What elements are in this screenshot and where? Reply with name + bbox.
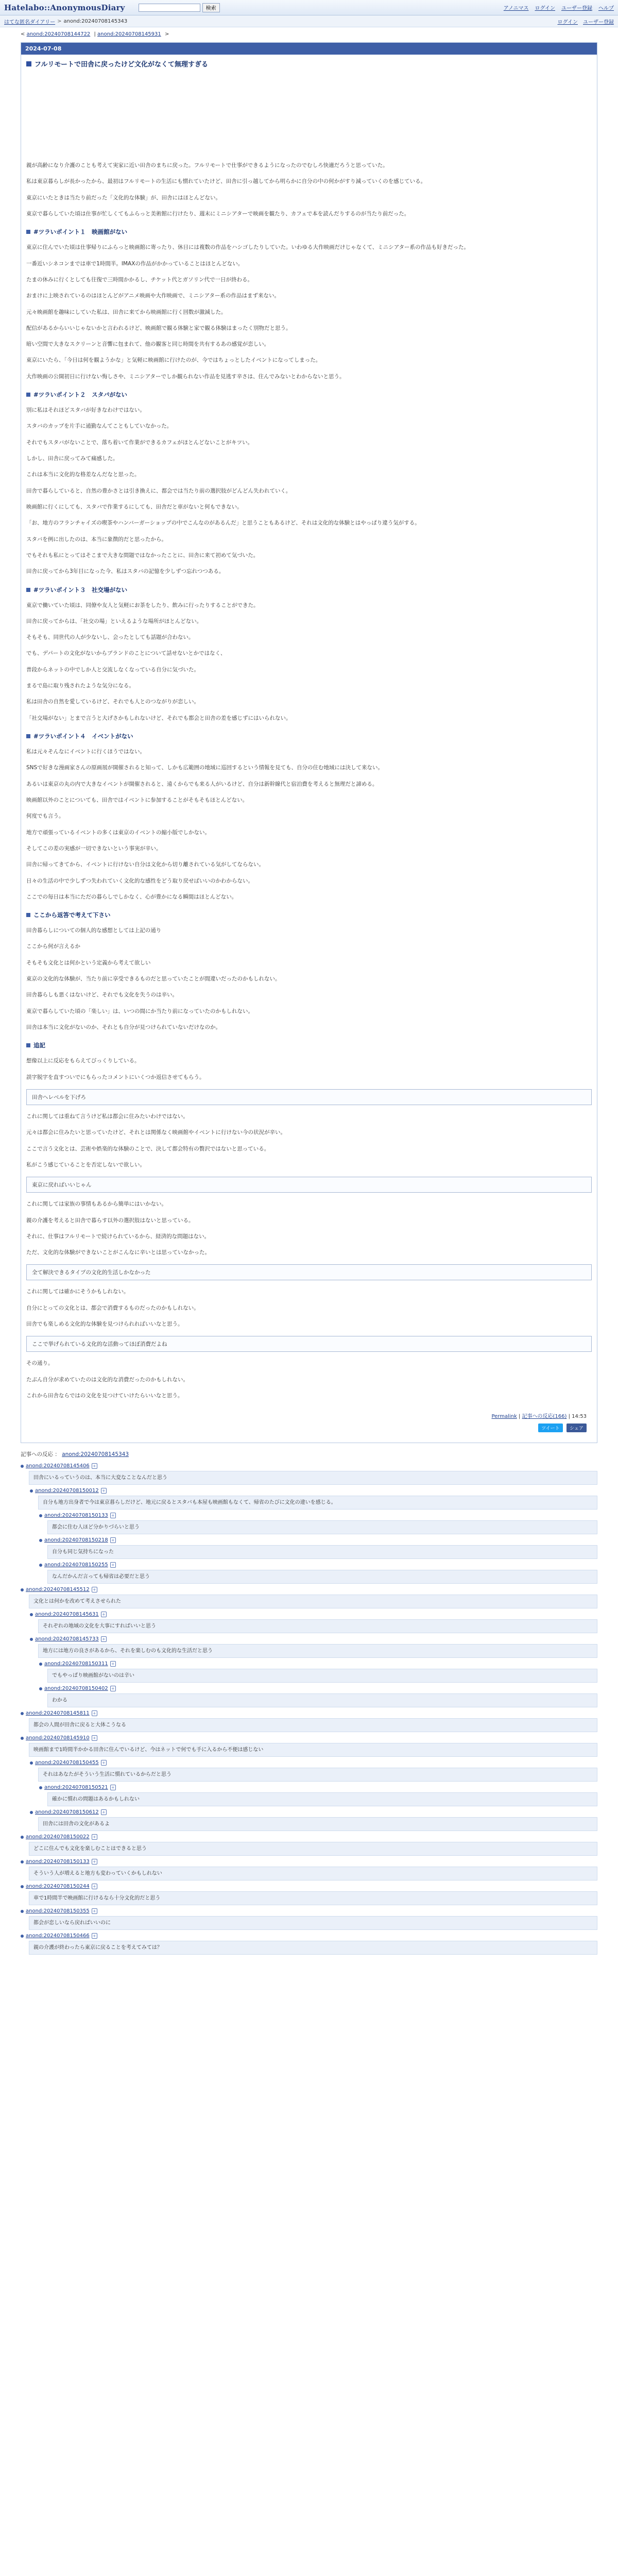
- reaction-excerpt: なんだかんだ言っても帰省は必要だと思う: [47, 1570, 597, 1584]
- reaction-node-header: [21, 1933, 597, 1939]
- reaction-excerpt: 田舎には田舎の文化があるよ: [38, 1817, 597, 1831]
- section-heading: [26, 228, 592, 236]
- reaction-node: [30, 1612, 597, 1633]
- section-paragraph: 私は元々そんなにイベントに行くほうではない。: [26, 749, 145, 755]
- section-paragraph: でもそれも私にとってはそこまで大きな問題ではなかったことに、田舎に来て初めて気づいた。: [26, 552, 259, 558]
- top-nav: [504, 4, 614, 11]
- expand-icon[interactable]: +: [101, 1760, 107, 1766]
- reaction-link[interactable]: anond:20240708150218: [44, 1537, 108, 1544]
- expand-icon[interactable]: +: [92, 1908, 97, 1914]
- reaction-children: [30, 1488, 597, 1584]
- reaction-node: [30, 1760, 597, 1806]
- reaction-link[interactable]: anond:20240708150244: [26, 1884, 90, 1890]
- crumb-register-link[interactable]: ユーザー登録: [583, 19, 614, 25]
- section-paragraph: それでもスタバがないことで、落ち着いて作業ができるカフェがほとんどないことがキツい。: [26, 439, 253, 446]
- breadcrumb-right-links: [558, 18, 614, 25]
- nav-register-link[interactable]: ユーザー登録: [561, 6, 592, 11]
- reaction-excerpt: それぞれの地域の文化を大事にすればいいと思う: [38, 1619, 597, 1633]
- pager-next-arrow-icon: >: [164, 31, 169, 37]
- section-paragraph: まるで島に取り残されたような気分になる。: [26, 683, 134, 689]
- reaction-link[interactable]: anond:20240708150255: [44, 1562, 108, 1568]
- entry-meta: [26, 1408, 592, 1423]
- nav-help-link[interactable]: ヘルプ: [598, 6, 614, 11]
- pager-next-link[interactable]: anond:20240708145931: [97, 31, 161, 37]
- reply-paragraph: これに関しては重ねて言うけど私は都会に住みたいわけではない。: [26, 1113, 188, 1120]
- section-paragraph: 配信があるからいいじゃないかと言われるけど、映画館で観る体験と家で観る体験はまったく別物だと思う。: [26, 325, 291, 331]
- heading-square-icon: [26, 230, 30, 234]
- intro-paragraph: 東京で暮らしていた頃は仕事が忙しくてもふらっと美術館に行けたり、週末にミニシアターで映画を観たり、カフェで本を読んだりするのが当たり前だった。: [26, 210, 410, 217]
- section-paragraph: 普段からネットの中でしか人と交流しなくなっている自分に気づいた。: [26, 666, 199, 673]
- reaction-excerpt: 自分も地方出身者で今は東京暮らしだけど、地元に戻るとスタバも本屋も映画館もなくて、帰省のたびに文化の違いを感じる。: [38, 1496, 597, 1510]
- section-paragraph: 誤字脱字を直すついでにもらったコメントにいくつか返信させてもらう。: [26, 1074, 205, 1080]
- section-paragraph: 想像以上に反応をもらえてびっくりしている。: [26, 1058, 140, 1064]
- meta-separator: |: [568, 1414, 572, 1420]
- quoted-comment: 田舎へレベルを下げろ: [26, 1089, 592, 1105]
- heading-square-icon: [26, 393, 30, 397]
- bullet-icon: [21, 1836, 24, 1839]
- expand-icon[interactable]: +: [92, 1859, 97, 1865]
- reaction-link[interactable]: anond:20240708145811: [26, 1710, 90, 1717]
- reply-paragraph: これから田舎ならではの文化を見つけていけたらいいなと思う。: [26, 1393, 183, 1399]
- expand-icon[interactable]: +: [110, 1686, 116, 1691]
- breadcrumb-home-link[interactable]: はてな匿名ダイアリー: [4, 19, 56, 25]
- reaction-node: [39, 1686, 597, 1707]
- section-heading-text: ここから返答で考えて下さい: [33, 911, 111, 919]
- reply-paragraph: 私がこう感じていることを否定しないで欲しい。: [26, 1161, 145, 1168]
- section-paragraph: そもそも文化とは何かという定義から考えて欲しい: [26, 959, 151, 966]
- reaction-excerpt: 自分も同じ気持ちになった: [47, 1545, 597, 1559]
- reaction-node-header: [39, 1562, 597, 1568]
- bullet-icon: [21, 1712, 24, 1715]
- reaction-node: [39, 1661, 597, 1683]
- bullet-icon: [39, 1564, 42, 1567]
- entry-pager: [21, 31, 597, 37]
- reply-paragraph: 元々は都会に住みたいと思っていたけど、それとは関係なく映画館やイベントに行けない今の状況が辛い。: [26, 1129, 286, 1136]
- section-heading-text: 追記: [33, 1042, 45, 1049]
- expand-icon[interactable]: +: [110, 1513, 116, 1518]
- section-paragraph: 別に私はそれほどスタバが好きなわけではない。: [26, 407, 145, 414]
- reaction-link[interactable]: anond:20240708150133: [26, 1859, 90, 1865]
- reaction-node: [21, 1710, 597, 1732]
- nav-login-link[interactable]: ログイン: [535, 6, 555, 11]
- section-paragraph: ここから何が言えるか: [26, 943, 80, 950]
- breadcrumb-separator: >: [57, 18, 62, 24]
- reaction-link[interactable]: anond:20240708145733: [35, 1636, 99, 1642]
- expand-icon[interactable]: +: [92, 1587, 97, 1592]
- expand-icon[interactable]: +: [110, 1537, 116, 1543]
- reaction-node-header: [30, 1809, 597, 1815]
- section-paragraph: 元々映画館を趣味にしていた私は、田舎に来てから映画館に行く回数が激減した。: [26, 309, 227, 315]
- section-paragraph: 田舎は本当に文化がないのか、それとも自分が見つけられていないだけなのか。: [26, 1024, 221, 1030]
- heading-square-icon: [26, 734, 30, 738]
- section-paragraph: 何度でも言う。: [26, 813, 64, 820]
- reaction-node-header: [39, 1686, 597, 1691]
- section-heading: [26, 732, 592, 740]
- tree-title-colon: ：: [55, 1451, 60, 1458]
- expand-icon[interactable]: +: [92, 1884, 97, 1889]
- reaction-link[interactable]: anond:20240708150466: [26, 1933, 90, 1939]
- reaction-node: [30, 1636, 597, 1707]
- reaction-tree-title-text: 記事への反応: [21, 1451, 53, 1458]
- reaction-link[interactable]: anond:20240708150355: [26, 1908, 90, 1914]
- breadcrumb-current: anond:20240708145343: [63, 18, 128, 24]
- reaction-node-header: [30, 1760, 597, 1766]
- reaction-link[interactable]: anond:20240708150012: [35, 1488, 99, 1494]
- reaction-node: [21, 1463, 597, 1584]
- reaction-tree: [21, 1450, 597, 1955]
- meta-separator: |: [518, 1414, 522, 1420]
- pager-prev-arrow-icon: <: [21, 31, 25, 37]
- reaction-node: [39, 1562, 597, 1584]
- bullet-icon: [21, 1910, 24, 1913]
- reaction-link[interactable]: anond:20240708150402: [44, 1686, 108, 1692]
- replies-container: [26, 1089, 592, 1400]
- bullet-icon: [21, 1860, 24, 1863]
- expand-icon[interactable]: +: [92, 1710, 97, 1716]
- reaction-node: [30, 1809, 597, 1831]
- reaction-link[interactable]: anond:20240708150133: [44, 1513, 108, 1519]
- intro-paragraph: 私は東京暮らしが長かったから、最初はフルリモートの生活にも慣れていたけど、田舎に引っ越してから明らかに自分の中の何かがすり減っていくのを感じている。: [26, 178, 426, 185]
- section-paragraph: 日々の生活の中で少しずつ失われていく文化的な感性をどう取り戻せばいいのかわからない。: [26, 877, 253, 884]
- expand-icon[interactable]: +: [110, 1661, 116, 1667]
- section-paragraph: 映画館以外のことについても、田舎ではイベントに参加することがそもそもほとんどない。: [26, 796, 248, 803]
- reaction-excerpt: 車で1時間半で映画館に行けるなら十分文化的だと思う: [29, 1891, 597, 1905]
- bullet-icon: [21, 1465, 24, 1468]
- reaction-node: [21, 1933, 597, 1955]
- reaction-node-header: [21, 1587, 597, 1592]
- reaction-excerpt: 都会の人間が田舎に戻ると大体こうなる: [29, 1718, 597, 1732]
- diary-entry: [21, 42, 597, 1443]
- bullet-icon: [39, 1539, 42, 1542]
- reaction-children: [39, 1785, 597, 1806]
- reaction-excerpt: 文化とは何かを改めて考えさせられた: [29, 1595, 597, 1608]
- section-paragraph: 暗い空間で大きなスクリーンと音響に包まれて、他の観客と同じ時間を共有するあの感覚が恋しい。: [26, 341, 270, 348]
- section-heading: [26, 586, 592, 594]
- intro-paragraph: 東京にいたときは当たり前だった「文化的な体験」が、田舎にはほとんどない。: [26, 194, 221, 201]
- reaction-excerpt: 地方には地方の良さがあるから、それを楽しむのも文化的な生活だと思う: [38, 1644, 597, 1658]
- reply-paragraph: それに、仕事はフルリモートで続けられているから、経済的な問題はない。: [26, 1233, 210, 1240]
- expand-icon[interactable]: +: [110, 1785, 116, 1790]
- reply-paragraph: 自分にとっての文化とは、都会で消費するものだったのかもしれない。: [26, 1304, 199, 1311]
- title-square-icon: [26, 61, 31, 66]
- bullet-icon: [21, 1885, 24, 1888]
- reaction-link[interactable]: anond:20240708145406: [26, 1463, 90, 1469]
- reaction-link[interactable]: anond:20240708150311: [44, 1661, 108, 1667]
- reaction-node: [21, 1859, 597, 1880]
- section-paragraph: 東京の文化的な体験が、当たり前に享受できるものだと思っていたことが間違いだったのかもしれない。: [26, 976, 281, 982]
- bullet-icon: [30, 1761, 33, 1765]
- section-paragraph: 田舎に帰ってきてから、イベントに行けない自分は文化から切り離されている気がしてならない。: [26, 861, 264, 868]
- pager-prev-link[interactable]: anond:20240708144722: [26, 31, 91, 37]
- reaction-excerpt: でもやっぱり映画館がないのは辛い: [47, 1669, 597, 1683]
- reaction-excerpt: 映画館まで1時間半かかる田舎に住んでいるけど、今はネットで何でも手に入るから不便は感じない: [29, 1743, 597, 1757]
- search-button[interactable]: 検索: [202, 3, 220, 12]
- reaction-node: [21, 1884, 597, 1905]
- section-paragraph: そもそも、同世代の人が少ないし、会ったとしても話題が合わない。: [26, 634, 194, 641]
- reaction-node-header: [39, 1537, 597, 1543]
- reply-paragraph: これに関しては家族の事情もあるから簡単にはいかない。: [26, 1201, 167, 1208]
- entry-title: [26, 59, 592, 69]
- section-heading-text: #ツラいポイント４ イベントがない: [33, 733, 133, 740]
- reaction-node-header: [39, 1785, 597, 1790]
- section-heading: [26, 1041, 592, 1049]
- reaction-node-header: [21, 1859, 597, 1865]
- section-paragraph: 田舎で暮らしていると、自然の豊かさとは引き換えに、都会では当たり前の選択肢がどんどん失われていく。: [26, 487, 291, 494]
- permalink-link[interactable]: Permalink: [491, 1414, 517, 1420]
- facebook-share-button[interactable]: シェア: [566, 1423, 587, 1432]
- reaction-node-header: [30, 1612, 597, 1617]
- reaction-node-header: [21, 1884, 597, 1889]
- bullet-icon: [39, 1687, 42, 1690]
- section-paragraph: 地方で頑張っているイベントの多くは東京のイベントの縮小版でしかない。: [26, 829, 210, 836]
- reaction-link[interactable]: anond:20240708145910: [26, 1735, 90, 1741]
- reaction-excerpt: 都会に住む人ほど分かりづらいと思う: [47, 1520, 597, 1534]
- section-paragraph: 東京で暮らしていた頃の「楽しい」は、いつの間にか当たり前になっていたのかもしれない。: [26, 1008, 253, 1014]
- reaction-children: [39, 1661, 597, 1707]
- heading-square-icon: [26, 913, 30, 917]
- expand-icon[interactable]: +: [110, 1562, 116, 1568]
- reaction-node-header: [21, 1463, 597, 1469]
- bullet-icon: [30, 1811, 33, 1814]
- section-paragraph: 映画館に行くにしても、スタバで作業するにしても、田舎だと車がないと何もできない。: [26, 503, 243, 510]
- section-paragraph: 東京にいたら、「今日は何を観ようかな」と気軽に映画館に行けたのが、今ではちょっとしたイベントになってしまった。: [26, 357, 321, 364]
- section-paragraph: 大作映画の公開初日に行けない悔しさや、ミニシアターでしか観られない作品を見逃す辛さは、住んでみないとわからないと思う。: [26, 373, 345, 380]
- section-paragraph: スタバを例に出したのは、本当に象徴的だと思ったから。: [26, 536, 167, 543]
- reaction-excerpt: それはあなたがそういう生活に慣れているからだと思う: [38, 1768, 597, 1782]
- section-heading: [26, 911, 592, 919]
- reply-paragraph: 親の介護を考えると田舎で暮らす以外の選択肢はないと思っている。: [26, 1217, 194, 1224]
- reply-paragraph: たぶん自分が求めていたのは文化的な消費だったのかもしれない。: [26, 1376, 188, 1383]
- section-paragraph: 私は田舎の自然を愛しているけど、それでも人とのつながりが恋しい。: [26, 699, 199, 705]
- entry-title-text: フルリモートで田舎に戻ったけど文化がなくて無理すぎる: [35, 61, 208, 69]
- section-paragraph: 東京で働いていた頃は、同僚や友人と気軽にお茶をしたり、飲みに行ったりすることができた。: [26, 602, 259, 608]
- reply-paragraph: その通り。: [26, 1360, 54, 1367]
- reaction-root-link[interactable]: anond:20240708145343: [62, 1451, 129, 1458]
- expand-icon[interactable]: +: [101, 1636, 107, 1642]
- reaction-link[interactable]: anond:20240708145631: [35, 1612, 99, 1618]
- ad-banner-area: [136, 75, 482, 152]
- reaction-node-header: [39, 1513, 597, 1518]
- breadcrumb: [0, 15, 618, 27]
- section-paragraph: 「お、地方のフランチャイズの喫茶やハンバーガーショップの中でこんなのがあるんだ」と思うこともあるけど、それは文化的な体験とはやっぱり違う気がする。: [26, 520, 420, 527]
- reaction-node: [39, 1513, 597, 1534]
- top-bar: [0, 0, 618, 15]
- section-paragraph: 一番近いシネコンまでは車で1時間半。IMAXの作品がかかっていることはほとんどない。: [26, 260, 244, 267]
- heading-square-icon: [26, 1043, 30, 1047]
- reaction-link[interactable]: anond:20240708150521: [44, 1785, 108, 1791]
- quoted-comment: ここで挙げられている文化的な活動ってほぼ消費だよね: [26, 1336, 592, 1352]
- site-logo[interactable]: Hatelabo::AnonymousDiary: [4, 3, 125, 12]
- intro-paragraph: 親が高齢になり介護のことも考えて実家に近い田舎のまちに戻った。フルリモートで仕事ができるようになったのでむしろ快適だろうと思っていた。: [26, 162, 388, 168]
- section-paragraph: これは本当に文化的な格差なんだなと思った。: [26, 471, 140, 478]
- section-paragraph: たまの休みに行くとしても往復で三時間かかるし、チケット代とガソリン代で一日が終わる。: [26, 276, 253, 283]
- bullet-icon: [30, 1489, 33, 1493]
- reaction-link[interactable]: anond:20240708150612: [35, 1809, 99, 1816]
- reaction-link[interactable]: anond:20240708150455: [35, 1760, 99, 1766]
- reaction-excerpt: 親の介護が終わったら東京に戻ることを考えてみては？: [29, 1941, 597, 1955]
- reaction-node-header: [21, 1710, 597, 1716]
- reaction-node-header: [21, 1908, 597, 1914]
- section-paragraph: おまけに上映されているのはほとんどがアニメ映画や大作映画で、ミニシアター系の作品はまず来ない。: [26, 293, 280, 299]
- reaction-node: [21, 1834, 597, 1856]
- entry-body: [26, 161, 592, 1400]
- reaction-node: [30, 1488, 597, 1584]
- nav-anonymous-link[interactable]: アノニマス: [503, 6, 529, 11]
- pager-separator: |: [94, 31, 96, 37]
- reaction-node-header: [39, 1661, 597, 1667]
- entry-section: [21, 59, 597, 1443]
- tweet-button[interactable]: ツイート: [538, 1423, 563, 1432]
- section-paragraph: 「社交場がない」とまで言うと大げさかもしれないけど、それでも都会と田舎の差を感じずにはいられない。: [26, 715, 291, 721]
- section-paragraph: 田舎に戻ってからは、「社交の場」といえるような場所がほとんどない。: [26, 618, 202, 624]
- reaction-link[interactable]: anond:20240708150022: [26, 1834, 90, 1840]
- reply-paragraph: これに関しては確かにそうかもしれない。: [26, 1289, 129, 1295]
- section-heading-text: #ツラいポイント３ 社交場がない: [33, 586, 128, 594]
- reply-paragraph: ただ、文化的な体験ができないことがこんなに辛いとは思っていなかった。: [26, 1249, 210, 1256]
- crumb-login-link[interactable]: ログイン: [557, 19, 578, 25]
- bullet-icon: [39, 1786, 42, 1789]
- reaction-excerpt: わかる: [47, 1693, 597, 1707]
- section-paragraph: 田舎に戻ってから3年目になった今、私はスタバの記憶を少しずつ忘れつつある。: [26, 568, 225, 575]
- heading-square-icon: [26, 588, 30, 592]
- quoted-comment: 全て解決できるタイプの文化的生活しかなかった: [26, 1264, 592, 1280]
- reply-paragraph: 田舎でも楽しめる文化的な体験を見つけられればいいなと思う。: [26, 1321, 183, 1328]
- section-paragraph: SNSで好きな漫画家さんの原画展が開催されると知って、しかも広範囲の地域に巡回するという情報を見ても、自分の住む地域には決して来ない。: [26, 765, 383, 771]
- reaction-children: [39, 1513, 597, 1584]
- entry-date: 2024-07-08: [21, 43, 597, 55]
- trackback-link[interactable]: 記事への反応(166): [522, 1414, 567, 1420]
- reaction-node-header: [30, 1636, 597, 1642]
- expand-icon[interactable]: +: [92, 1834, 97, 1840]
- reaction-node: [39, 1537, 597, 1559]
- quoted-comment: 東京に戻ればいいじゃん: [26, 1177, 592, 1193]
- bullet-icon: [39, 1663, 42, 1666]
- section-paragraph: あるいは東京の丸の内で大きなイベントが開催されると、遠くからでも来る人がいるけど、自分は新幹線代と宿泊費を考えると無理だと諦める。: [26, 781, 378, 787]
- reaction-node: [21, 1908, 597, 1930]
- bullet-icon: [30, 1613, 33, 1616]
- bullet-icon: [30, 1638, 33, 1641]
- section-paragraph: でも、デパートの文化がないからブランドのことについて話せないとかではなく、: [26, 650, 226, 657]
- reaction-node: [21, 1587, 597, 1707]
- expand-icon[interactable]: +: [92, 1933, 97, 1939]
- section-paragraph: 東京に住んでいた頃は仕事帰りにふらっと映画館に寄ったり、休日には複数の作品をハシゴしたりしていた。いわゆる大作映画だけじゃなくて、ミニシアター系の作品も好きだった。: [26, 244, 470, 251]
- tree-container: [21, 1463, 597, 1955]
- reaction-link[interactable]: anond:20240708145512: [26, 1587, 90, 1593]
- expand-icon[interactable]: +: [92, 1463, 97, 1469]
- section-paragraph: そしてこの差の実感が一切できないという事実が辛い。: [26, 845, 162, 852]
- section-paragraph: 田舎暮らしも悪くはないけど、それでも文化を失うのは辛い。: [26, 992, 178, 998]
- expand-icon[interactable]: +: [101, 1612, 107, 1617]
- expand-icon[interactable]: +: [101, 1809, 107, 1815]
- reaction-children: [30, 1612, 597, 1707]
- expand-icon[interactable]: +: [101, 1488, 107, 1494]
- share-buttons: [26, 1423, 592, 1437]
- expand-icon[interactable]: +: [92, 1735, 97, 1741]
- search-form: [139, 3, 220, 12]
- section-heading-text: #ツラいポイント１ 映画館がない: [33, 228, 128, 236]
- reaction-excerpt: 田舎にいるっていうのは、本当に大変なことなんだと思う: [29, 1471, 597, 1485]
- section-heading-text: #ツラいポイント２ スタバがない: [33, 391, 128, 399]
- reaction-node: [39, 1785, 597, 1806]
- bullet-icon: [39, 1514, 42, 1517]
- search-input[interactable]: [139, 4, 200, 12]
- reaction-node-header: [21, 1735, 597, 1741]
- reaction-children: [30, 1760, 597, 1831]
- reaction-node-header: [21, 1834, 597, 1840]
- reaction-excerpt: どこに住んでも文化を楽しむことはできると思う: [29, 1842, 597, 1856]
- bullet-icon: [21, 1588, 24, 1591]
- section-paragraph: スタバのカップを片手に通勤なんてこともしていなかった。: [26, 423, 173, 430]
- reaction-excerpt: 確かに慣れの問題はあるかもしれない: [47, 1792, 597, 1806]
- section-heading: [26, 391, 592, 399]
- sections-container: [26, 228, 592, 1082]
- section-paragraph: ここでの毎日は本当にただの暮らしでしかなく、心が豊かになる瞬間はほとんどない。: [26, 893, 237, 900]
- reaction-node-header: [30, 1488, 597, 1494]
- reaction-tree-title: [21, 1450, 597, 1458]
- section-paragraph: 田舎暮らしについての個人的な感想としては上記の通り: [26, 927, 162, 934]
- bullet-icon: [21, 1935, 24, 1938]
- reaction-excerpt: 都会が恋しいなら戻ればいいのに: [29, 1916, 597, 1930]
- entry-time: 14:53: [572, 1414, 587, 1420]
- section-paragraph: しかし、田舎に戻ってみて痛感した。: [26, 455, 118, 462]
- bullet-icon: [21, 1737, 24, 1740]
- reply-paragraph: ここで言う文化とは、芸術や娯楽的な体験のことで、決して都会特有の贅沢ではないと思っている。: [26, 1145, 270, 1152]
- reaction-excerpt: そういう人が増えると地方も変わっていくかもしれない: [29, 1867, 597, 1880]
- reaction-node: [21, 1735, 597, 1831]
